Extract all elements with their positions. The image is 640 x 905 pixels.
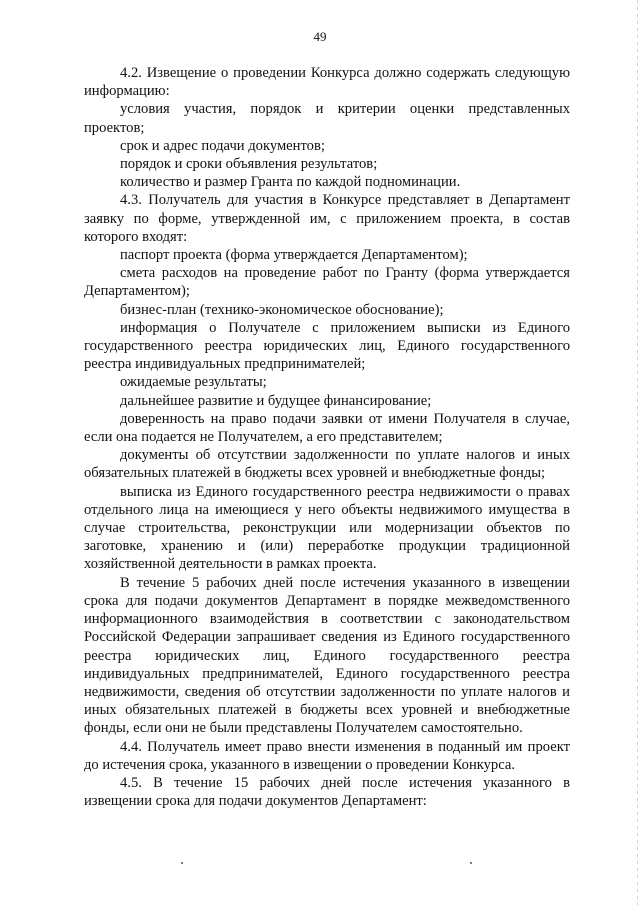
- scan-speck: [181, 862, 183, 864]
- scan-edge: [637, 0, 638, 905]
- paragraph: паспорт проекта (форма утверждается Департаментом);: [120, 247, 468, 264]
- paragraph: ожидаемые результаты;: [120, 374, 267, 391]
- paragraph: 4.5. В течение 15 рабочих дней после истечения указанного в извещении срока для подачи документов Департамент:: [84, 774, 570, 810]
- document-body: [84, 64, 570, 810]
- paragraph: срок и адрес подачи документов;: [120, 137, 325, 154]
- paragraph: В течение 5 рабочих дней после истечения указанного в извещении срока для подачи документов Департамент в порядке межведомственного информационного взаимодействия в соответствии с законодательством Российской Федерации запрашивает сведения из Единого государственного реестра юридических лиц, Единого государственного реестра индивидуальных предпринимателей, Единого государственного реестра недвижимости, сведения об отсутствии задолженности по уплате налогов и иных обязательных платежей в бюджеты всех уровней и внебюджетные фонды, если они не были представлены Получателем самостоятельно.: [84, 574, 570, 737]
- paragraph: дальнейшее развитие и будущее финансирование;: [120, 392, 432, 409]
- paragraph: условия участия, порядок и критерии оценки представленных проектов;: [84, 101, 570, 136]
- paragraph: 4.2. Извещение о проведении Конкурса должно содержать следующую информацию:: [84, 65, 570, 100]
- paragraph: смета расходов на проведение работ по Гранту (форма утверждается Департаментом);: [84, 265, 570, 300]
- paragraph: информация о Получателе с приложением выписки из Единого государственного реестра юридических лиц, Единого государственного реестра индивидуальных предпринимателей;: [84, 319, 570, 373]
- page-number: 49: [313, 29, 327, 44]
- paragraph: документы об отсутствии задолженности по уплате налогов и иных обязательных платежей в бюджеты всех уровней и внебюджетные фонды;: [84, 447, 570, 482]
- paragraph: выписка из Единого государственного реестра недвижимости о правах отдельного лица на имеющиеся у него объекты недвижимого имущества в случае строительства, реконструкции или модернизации объектов по заготовке, хранению и (или) переработке продукции традиционной хозяйственной деятельности в рамках проекта.: [84, 483, 570, 573]
- paragraph: порядок и сроки объявления результатов;: [120, 156, 378, 173]
- paragraph: 4.4. Получатель имеет право внести изменения в поданный им проект до истечения срока, указанного в извещении о проведении Конкурса.: [84, 738, 570, 773]
- paragraph: доверенность на право подачи заявки от имени Получателя в случае, если она подается не Получателем, а его представителем;: [84, 410, 570, 446]
- paragraph: 4.3. Получатель для участия в Конкурсе представляет в Департамент заявку по форме, утвержденной им, с приложением проекта, в состав которого входят:: [84, 192, 570, 245]
- paragraph: бизнес-план (технико-экономическое обоснование);: [120, 301, 444, 318]
- paragraph: количество и размер Гранта по каждой подноминации.: [120, 174, 461, 191]
- scan-speck: [470, 862, 472, 864]
